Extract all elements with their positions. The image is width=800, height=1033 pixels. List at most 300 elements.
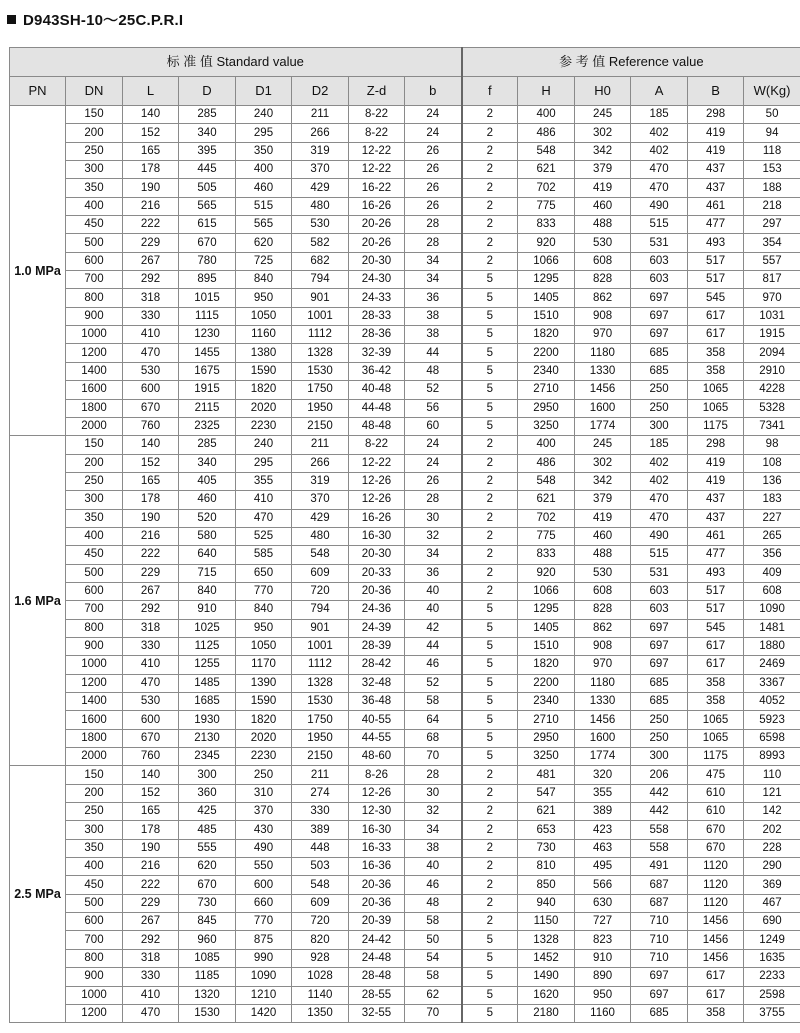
table-cell: 20-36 bbox=[349, 876, 405, 894]
table-cell: 430 bbox=[236, 821, 292, 839]
table-cell: 405 bbox=[179, 472, 236, 490]
table-cell: 211 bbox=[292, 766, 349, 784]
table-cell: 38 bbox=[405, 839, 462, 857]
table-cell: 298 bbox=[688, 106, 744, 124]
table-cell: 833 bbox=[518, 546, 575, 564]
table-cell: 274 bbox=[292, 784, 349, 802]
table-cell: 840 bbox=[236, 271, 292, 289]
table-row bbox=[10, 949, 800, 967]
table-cell: 410 bbox=[123, 656, 179, 674]
table-cell: 600 bbox=[123, 711, 179, 729]
table-cell: 2 bbox=[462, 546, 518, 564]
table-cell: 1774 bbox=[575, 748, 631, 766]
table-cell: 2200 bbox=[518, 344, 575, 362]
table-cell: 2 bbox=[462, 252, 518, 270]
table-cell: 710 bbox=[631, 931, 688, 949]
table-cell: 250 bbox=[66, 142, 123, 160]
table-cell: 833 bbox=[518, 216, 575, 234]
table-cell: 1000 bbox=[66, 986, 123, 1004]
table-cell: 760 bbox=[123, 748, 179, 766]
table-cell: 16-33 bbox=[349, 839, 405, 857]
table-cell: 1510 bbox=[518, 307, 575, 325]
table-cell: 206 bbox=[631, 766, 688, 784]
table-cell: 1590 bbox=[236, 693, 292, 711]
table-cell: 2 bbox=[462, 564, 518, 582]
table-cell: 450 bbox=[66, 876, 123, 894]
table-cell: 410 bbox=[236, 491, 292, 509]
table-cell: 2 bbox=[462, 509, 518, 527]
table-cell: 1481 bbox=[744, 619, 800, 637]
column-header: H0 bbox=[575, 77, 631, 106]
table-cell: 410 bbox=[123, 326, 179, 344]
table-cell: 34 bbox=[405, 546, 462, 564]
table-cell: 266 bbox=[292, 454, 349, 472]
table-cell: 940 bbox=[518, 894, 575, 912]
table-cell: 5 bbox=[462, 931, 518, 949]
table-cell: 32-39 bbox=[349, 344, 405, 362]
table-cell: 820 bbox=[292, 931, 349, 949]
table-cell: 565 bbox=[179, 197, 236, 215]
table-cell: 330 bbox=[123, 307, 179, 325]
table-cell: 697 bbox=[631, 307, 688, 325]
table-row bbox=[10, 234, 800, 252]
table-row bbox=[10, 1004, 800, 1022]
table-cell: 460 bbox=[575, 197, 631, 215]
table-cell: 1456 bbox=[575, 381, 631, 399]
table-cell: 2 bbox=[462, 821, 518, 839]
table-cell: 697 bbox=[631, 637, 688, 655]
table-cell: 687 bbox=[631, 894, 688, 912]
table-cell: 470 bbox=[631, 509, 688, 527]
table-cell: 56 bbox=[405, 399, 462, 417]
table-cell: 1456 bbox=[688, 949, 744, 967]
table-cell: 920 bbox=[518, 234, 575, 252]
table-cell: 565 bbox=[236, 216, 292, 234]
table-cell: 190 bbox=[123, 839, 179, 857]
table-cell: 5328 bbox=[744, 399, 800, 417]
table-cell: 400 bbox=[66, 527, 123, 545]
table-cell: 600 bbox=[66, 252, 123, 270]
table-cell: 302 bbox=[575, 454, 631, 472]
table-cell: 2094 bbox=[744, 344, 800, 362]
table-cell: 300 bbox=[631, 417, 688, 435]
table-cell: 775 bbox=[518, 197, 575, 215]
table-cell: 2180 bbox=[518, 1004, 575, 1022]
table-cell: 3250 bbox=[518, 417, 575, 435]
table-cell: 218 bbox=[744, 197, 800, 215]
table-cell: 685 bbox=[631, 1004, 688, 1022]
table-cell: 340 bbox=[179, 454, 236, 472]
table-cell: 615 bbox=[179, 216, 236, 234]
table-cell: 1455 bbox=[179, 344, 236, 362]
table-cell: 600 bbox=[123, 381, 179, 399]
table-cell: 402 bbox=[631, 472, 688, 490]
table-cell: 267 bbox=[123, 252, 179, 270]
table-cell: 448 bbox=[292, 839, 349, 857]
table-cell: 862 bbox=[575, 619, 631, 637]
table-cell: 250 bbox=[236, 766, 292, 784]
table-cell: 5 bbox=[462, 326, 518, 344]
table-cell: 358 bbox=[688, 362, 744, 380]
table-cell: 1175 bbox=[688, 748, 744, 766]
table-cell: 2 bbox=[462, 803, 518, 821]
table-cell: 2 bbox=[462, 527, 518, 545]
table-cell: 1200 bbox=[66, 1004, 123, 1022]
table-row bbox=[10, 289, 800, 307]
table-cell: 2200 bbox=[518, 674, 575, 692]
column-header: D2 bbox=[292, 77, 349, 106]
pn-cell: 2.5 MPa bbox=[10, 766, 66, 1023]
table-cell: 875 bbox=[236, 931, 292, 949]
table-cell: 6598 bbox=[744, 729, 800, 747]
table-cell: 486 bbox=[518, 454, 575, 472]
table-cell: 1635 bbox=[744, 949, 800, 967]
table-row bbox=[10, 362, 800, 380]
table-cell: 1400 bbox=[66, 693, 123, 711]
table-cell: 566 bbox=[575, 876, 631, 894]
table-cell: 2 bbox=[462, 234, 518, 252]
table-cell: 1915 bbox=[744, 326, 800, 344]
table-cell: 1090 bbox=[744, 601, 800, 619]
document-title bbox=[7, 5, 183, 33]
table-cell: 1820 bbox=[518, 326, 575, 344]
table-cell: 1066 bbox=[518, 252, 575, 270]
table-cell: 621 bbox=[518, 803, 575, 821]
table-cell: 609 bbox=[292, 564, 349, 582]
table-cell: 12-26 bbox=[349, 491, 405, 509]
table-cell: 715 bbox=[179, 564, 236, 582]
table-cell: 183 bbox=[744, 491, 800, 509]
table-cell: 840 bbox=[179, 582, 236, 600]
table-cell: 5 bbox=[462, 619, 518, 637]
table-cell: 20-36 bbox=[349, 582, 405, 600]
table-cell: 5 bbox=[462, 711, 518, 729]
table-cell: 900 bbox=[66, 307, 123, 325]
table-cell: 245 bbox=[575, 436, 631, 454]
table-cell: 1600 bbox=[66, 381, 123, 399]
table-cell: 5 bbox=[462, 362, 518, 380]
table-row bbox=[10, 326, 800, 344]
table-cell: 685 bbox=[631, 362, 688, 380]
table-cell: 110 bbox=[744, 766, 800, 784]
table-cell: 800 bbox=[66, 289, 123, 307]
table-cell: 1930 bbox=[179, 711, 236, 729]
table-cell: 318 bbox=[123, 289, 179, 307]
table-cell: 48 bbox=[405, 362, 462, 380]
table-cell: 1490 bbox=[518, 968, 575, 986]
table-cell: 687 bbox=[631, 876, 688, 894]
table-cell: 298 bbox=[688, 436, 744, 454]
table-cell: 1530 bbox=[179, 1004, 236, 1022]
table-cell: 32 bbox=[405, 527, 462, 545]
table-cell: 34 bbox=[405, 821, 462, 839]
reference-value-header: 参 考 值 Reference value bbox=[462, 48, 800, 77]
table-row bbox=[10, 784, 800, 802]
table-cell: 300 bbox=[66, 821, 123, 839]
table-cell: 2233 bbox=[744, 968, 800, 986]
table-cell: 24-42 bbox=[349, 931, 405, 949]
table-cell: 58 bbox=[405, 913, 462, 931]
table-cell: 4052 bbox=[744, 693, 800, 711]
column-header: Z-d bbox=[349, 77, 405, 106]
table-cell: 1400 bbox=[66, 362, 123, 380]
table-cell: 50 bbox=[405, 931, 462, 949]
table-cell: 185 bbox=[631, 436, 688, 454]
table-cell: 470 bbox=[123, 1004, 179, 1022]
table-cell: 700 bbox=[66, 931, 123, 949]
table-cell: 250 bbox=[66, 472, 123, 490]
table-row bbox=[10, 197, 800, 215]
table-cell: 2230 bbox=[236, 417, 292, 435]
table-cell: 38 bbox=[405, 307, 462, 325]
table-cell: 1330 bbox=[575, 693, 631, 711]
table-cell: 2150 bbox=[292, 748, 349, 766]
table-cell: 908 bbox=[575, 307, 631, 325]
table-cell: 2345 bbox=[179, 748, 236, 766]
table-cell: 1328 bbox=[292, 674, 349, 692]
table-cell: 28-48 bbox=[349, 968, 405, 986]
table-cell: 467 bbox=[744, 894, 800, 912]
table-cell: 491 bbox=[631, 858, 688, 876]
table-row bbox=[10, 913, 800, 931]
table-cell: 395 bbox=[179, 142, 236, 160]
table-cell: 355 bbox=[236, 472, 292, 490]
table-cell: 12-22 bbox=[349, 161, 405, 179]
table-cell: 810 bbox=[518, 858, 575, 876]
column-header: b bbox=[405, 77, 462, 106]
table-cell: 400 bbox=[518, 436, 575, 454]
table-cell: 1120 bbox=[688, 894, 744, 912]
table-cell: 2 bbox=[462, 179, 518, 197]
table-cell: 400 bbox=[236, 161, 292, 179]
table-cell: 370 bbox=[236, 803, 292, 821]
table-cell: 369 bbox=[744, 876, 800, 894]
table-cell: 285 bbox=[179, 436, 236, 454]
table-cell: 1025 bbox=[179, 619, 236, 637]
table-cell: 1320 bbox=[179, 986, 236, 1004]
table-cell: 32 bbox=[405, 803, 462, 821]
table-cell: 901 bbox=[292, 619, 349, 637]
table-cell: 653 bbox=[518, 821, 575, 839]
table-cell: 24 bbox=[405, 124, 462, 142]
table-cell: 823 bbox=[575, 931, 631, 949]
table-cell: 68 bbox=[405, 729, 462, 747]
table-cell: 370 bbox=[292, 161, 349, 179]
table-cell: 2710 bbox=[518, 381, 575, 399]
table-cell: 419 bbox=[688, 472, 744, 490]
table-cell: 1065 bbox=[688, 381, 744, 399]
table-cell: 1330 bbox=[575, 362, 631, 380]
table-cell: 20-26 bbox=[349, 216, 405, 234]
table-cell: 318 bbox=[123, 619, 179, 637]
table-cell: 2 bbox=[462, 124, 518, 142]
table-cell: 70 bbox=[405, 1004, 462, 1022]
table-cell: 840 bbox=[236, 601, 292, 619]
table-cell: 44-48 bbox=[349, 399, 405, 417]
table-cell: 350 bbox=[236, 142, 292, 160]
table-cell: 1820 bbox=[236, 381, 292, 399]
table-cell: 140 bbox=[123, 436, 179, 454]
table-cell: 493 bbox=[688, 234, 744, 252]
table-cell: 5 bbox=[462, 344, 518, 362]
table-cell: 603 bbox=[631, 271, 688, 289]
table-cell: 1456 bbox=[688, 931, 744, 949]
column-header: A bbox=[631, 77, 688, 106]
table-cell: 445 bbox=[179, 161, 236, 179]
table-row bbox=[10, 546, 800, 564]
table-cell: 8-22 bbox=[349, 124, 405, 142]
table-cell: 621 bbox=[518, 161, 575, 179]
table-cell: 290 bbox=[744, 858, 800, 876]
table-cell: 58 bbox=[405, 693, 462, 711]
column-header: f bbox=[462, 77, 518, 106]
table-cell: 5 bbox=[462, 307, 518, 325]
table-cell: 1600 bbox=[575, 729, 631, 747]
table-cell: 360 bbox=[179, 784, 236, 802]
table-cell: 26 bbox=[405, 197, 462, 215]
table-cell: 1085 bbox=[179, 949, 236, 967]
table-cell: 150 bbox=[66, 436, 123, 454]
table-cell: 140 bbox=[123, 766, 179, 784]
table-cell: 800 bbox=[66, 949, 123, 967]
table-cell: 2 bbox=[462, 142, 518, 160]
table-cell: 727 bbox=[575, 913, 631, 931]
table-cell: 901 bbox=[292, 289, 349, 307]
table-cell: 36 bbox=[405, 564, 462, 582]
table-cell: 1950 bbox=[292, 729, 349, 747]
table-cell: 545 bbox=[688, 289, 744, 307]
table-cell: 28-36 bbox=[349, 326, 405, 344]
table-cell: 685 bbox=[631, 693, 688, 711]
table-cell: 928 bbox=[292, 949, 349, 967]
table-cell: 697 bbox=[631, 968, 688, 986]
table-cell: 318 bbox=[123, 949, 179, 967]
table-cell: 330 bbox=[123, 968, 179, 986]
table-cell: 30 bbox=[405, 509, 462, 527]
table-cell: 780 bbox=[179, 252, 236, 270]
table-cell: 475 bbox=[688, 766, 744, 784]
table-cell: 437 bbox=[688, 491, 744, 509]
table-cell: 342 bbox=[575, 472, 631, 490]
table-cell: 40 bbox=[405, 858, 462, 876]
table-cell: 617 bbox=[688, 307, 744, 325]
table-cell: 5 bbox=[462, 656, 518, 674]
table-cell: 52 bbox=[405, 381, 462, 399]
table-cell: 358 bbox=[688, 693, 744, 711]
table-cell: 470 bbox=[631, 491, 688, 509]
table-cell: 460 bbox=[179, 491, 236, 509]
table-cell: 620 bbox=[179, 858, 236, 876]
table-cell: 1125 bbox=[179, 637, 236, 655]
table-cell: 12-30 bbox=[349, 803, 405, 821]
table-cell: 1405 bbox=[518, 289, 575, 307]
table-cell: 442 bbox=[631, 784, 688, 802]
table-row bbox=[10, 344, 800, 362]
table-cell: 202 bbox=[744, 821, 800, 839]
table-cell: 350 bbox=[66, 839, 123, 857]
table-cell: 682 bbox=[292, 252, 349, 270]
table-cell: 548 bbox=[518, 142, 575, 160]
table-cell: 603 bbox=[631, 252, 688, 270]
table-cell: 70 bbox=[405, 748, 462, 766]
table-cell: 1185 bbox=[179, 968, 236, 986]
table-cell: 419 bbox=[688, 454, 744, 472]
table-cell: 515 bbox=[631, 216, 688, 234]
table-row bbox=[10, 399, 800, 417]
table-cell: 216 bbox=[123, 527, 179, 545]
table-cell: 670 bbox=[179, 234, 236, 252]
table-row bbox=[10, 656, 800, 674]
table-cell: 794 bbox=[292, 271, 349, 289]
table-cell: 585 bbox=[236, 546, 292, 564]
table-cell: 950 bbox=[236, 619, 292, 637]
table-cell: 1115 bbox=[179, 307, 236, 325]
table-cell: 450 bbox=[66, 216, 123, 234]
table-cell: 5 bbox=[462, 729, 518, 747]
table-cell: 557 bbox=[744, 252, 800, 270]
table-row bbox=[10, 839, 800, 857]
table-cell: 515 bbox=[236, 197, 292, 215]
table-cell: 702 bbox=[518, 509, 575, 527]
table-cell: 150 bbox=[66, 766, 123, 784]
table-cell: 250 bbox=[631, 399, 688, 417]
document-title-text: D943SH-10～25C.P.R.I bbox=[23, 11, 184, 29]
table-cell: 1175 bbox=[688, 417, 744, 435]
table-cell: 419 bbox=[575, 179, 631, 197]
table-cell: 697 bbox=[631, 326, 688, 344]
table-cell: 54 bbox=[405, 949, 462, 967]
table-row bbox=[10, 711, 800, 729]
table-cell: 1001 bbox=[292, 637, 349, 655]
table-cell: 582 bbox=[292, 234, 349, 252]
table-cell: 437 bbox=[688, 161, 744, 179]
table-cell: 2020 bbox=[236, 399, 292, 417]
table-cell: 1800 bbox=[66, 729, 123, 747]
table-cell: 46 bbox=[405, 656, 462, 674]
table-cell: 490 bbox=[631, 527, 688, 545]
table-cell: 488 bbox=[575, 546, 631, 564]
table-row bbox=[10, 307, 800, 325]
table-cell: 320 bbox=[575, 766, 631, 784]
table-cell: 12-22 bbox=[349, 142, 405, 160]
table-row bbox=[10, 106, 800, 124]
table-cell: 2340 bbox=[518, 362, 575, 380]
table-cell: 24-30 bbox=[349, 271, 405, 289]
table-cell: 118 bbox=[744, 142, 800, 160]
table-cell: 450 bbox=[66, 546, 123, 564]
table-cell: 211 bbox=[292, 436, 349, 454]
table-cell: 545 bbox=[688, 619, 744, 637]
table-cell: 28 bbox=[405, 491, 462, 509]
table-cell: 340 bbox=[179, 124, 236, 142]
table-cell: 495 bbox=[575, 858, 631, 876]
table-cell: 1112 bbox=[292, 656, 349, 674]
table-row bbox=[10, 931, 800, 949]
table-cell: 310 bbox=[236, 784, 292, 802]
table-cell: 402 bbox=[631, 454, 688, 472]
table-cell: 517 bbox=[688, 582, 744, 600]
table-cell: 5 bbox=[462, 601, 518, 619]
table-row bbox=[10, 417, 800, 435]
table-cell: 1600 bbox=[66, 711, 123, 729]
table-cell: 650 bbox=[236, 564, 292, 582]
table-cell: 379 bbox=[575, 161, 631, 179]
table-cell: 302 bbox=[575, 124, 631, 142]
table-row bbox=[10, 142, 800, 160]
table-cell: 1675 bbox=[179, 362, 236, 380]
table-cell: 670 bbox=[688, 821, 744, 839]
table-cell: 600 bbox=[66, 582, 123, 600]
